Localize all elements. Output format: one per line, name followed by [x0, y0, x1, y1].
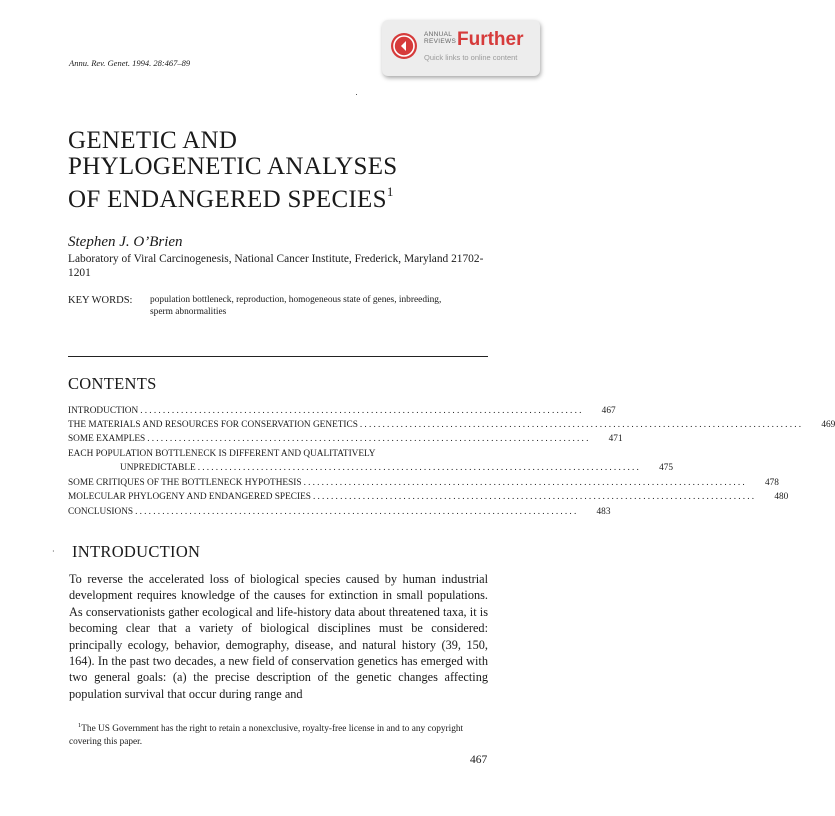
- key-words-label: KEY WORDS:: [68, 295, 133, 306]
- key-words-text: population bottleneck, reproduction, homogeneous state of genes, inbreeding, sperm abnormalities: [150, 295, 442, 317]
- section-divider: [68, 356, 488, 357]
- footnote: [69, 719, 488, 749]
- toc-item-page: 471: [608, 434, 623, 444]
- toc-leader: ..................................................................................................: [303, 478, 747, 488]
- toc-leader: ..................................................................................................: [197, 463, 642, 473]
- toc-item-continuation[interactable]: [120, 461, 674, 475]
- author-affiliation: Laboratory of Viral Carcinogenesis, National Cancer Institute, Frederick, Maryland 21702-1201: [68, 253, 484, 279]
- toc-item-page: 469: [821, 420, 835, 430]
- article-title: [68, 128, 398, 213]
- title-line-1: GENETIC AND: [68, 127, 238, 154]
- title-line-3-text: OF ENDANGERED SPECIES: [68, 186, 387, 213]
- title-footnote-mark: 1: [386, 184, 394, 199]
- toc-item[interactable]: [68, 447, 488, 461]
- contents-heading: CONTENTS: [68, 374, 157, 393]
- chevron-left-icon: [391, 33, 417, 59]
- footnote-text: The US Government has the right to retain a nonexclusive, royalty-free license in and to any copyright covering this paper.: [69, 724, 464, 748]
- toc-leader: ..................................................................................................: [140, 406, 584, 416]
- toc-item-page: 467: [601, 406, 616, 416]
- author-name: Stephen J. O’Brien: [68, 234, 183, 250]
- toc-item[interactable]: [68, 490, 789, 504]
- toc-item[interactable]: [68, 476, 779, 490]
- toc-item-page: 478: [764, 478, 779, 488]
- toc-item-title: CONCLUSIONS: [68, 507, 134, 517]
- stray-mark: [356, 94, 357, 95]
- toc-item-title: SOME EXAMPLES: [68, 434, 146, 444]
- badge-title: Further: [457, 29, 524, 50]
- badge-publisher-line2: REVIEWS: [424, 38, 457, 45]
- toc-leader: ..................................................................................................: [147, 434, 591, 444]
- badge-publisher-line1: ANNUAL: [424, 31, 453, 38]
- toc-item-page: 480: [774, 492, 789, 502]
- badge-publisher-label: [424, 31, 456, 45]
- toc-leader: ..................................................................................................: [135, 507, 579, 517]
- toc-item-page: 475: [659, 463, 674, 473]
- toc-leader: ..................................................................................................: [312, 492, 757, 502]
- title-line-3: [68, 179, 398, 213]
- toc-item-title: EACH POPULATION BOTTLENECK IS DIFFERENT AND QUALITATIVELY: [68, 449, 376, 459]
- badge-subtitle: Quick links to online content: [424, 53, 518, 62]
- footnote-mark: 1: [78, 722, 82, 729]
- toc-item-title: INTRODUCTION: [68, 406, 139, 416]
- margin-dot: ·: [52, 547, 55, 556]
- title-line-2: PHYLOGENETIC ANALYSES: [68, 152, 398, 180]
- toc-item-title: THE MATERIALS AND RESOURCES FOR CONSERVATION GENETICS: [68, 420, 358, 430]
- toc-item-title: MOLECULAR PHYLOGENY AND ENDANGERED SPECIES: [68, 492, 311, 502]
- toc-item[interactable]: [68, 404, 616, 418]
- further-badge[interactable]: [382, 20, 540, 76]
- toc-leader: ..................................................................................................: [359, 420, 804, 430]
- page-number: 467: [470, 754, 488, 766]
- toc-item-title: SOME CRITIQUES OF THE BOTTLENECK HYPOTHESIS: [68, 478, 302, 488]
- toc-item[interactable]: [68, 505, 611, 519]
- toc-item[interactable]: [68, 418, 835, 432]
- toc-item[interactable]: [68, 432, 623, 446]
- journal-citation: Annu. Rev. Genet. 1994. 28:467–89: [69, 58, 191, 68]
- introduction-paragraph: To reverse the accelerated loss of biological species caused by human industrial development requires knowledge of the causes for extinction in small populations. As conservationists gather ecological and life-history data about threatened taxa, it is becoming clear that a variety of biological disciplines must be considered: principally ecology, behavior, demography, disease, and natural history (39, 150, 164). In the past two decades, a new field of conservation genetics has emerged with two general goals: (a) the precise description of the genetic changes affecting population survival that occur during range and: [69, 572, 488, 701]
- introduction-heading: INTRODUCTION: [72, 542, 201, 561]
- toc-item-page: 483: [596, 507, 611, 517]
- toc-item-title-continuation: UNPREDICTABLE: [120, 463, 196, 473]
